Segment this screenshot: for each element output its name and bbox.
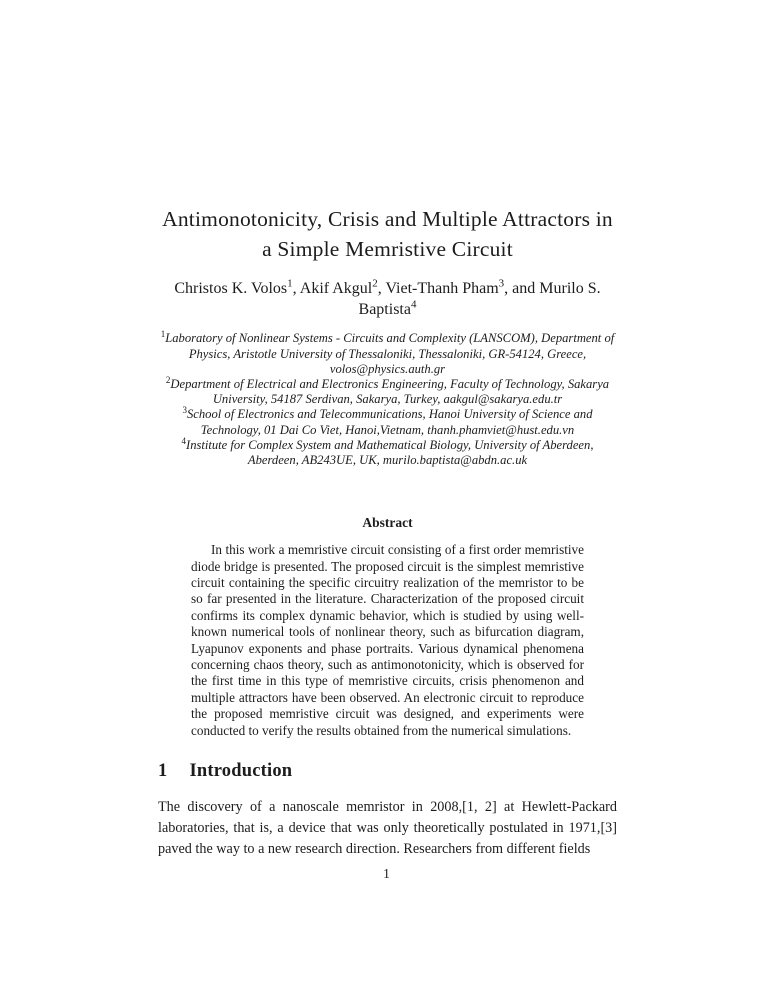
- author-superscript: 1: [287, 278, 293, 291]
- affiliation-superscript: 3: [182, 405, 187, 416]
- paper-title: [158, 204, 617, 264]
- paper-title-line2: a Simple Memristive Circuit: [262, 237, 513, 261]
- author-separator: ,: [377, 280, 386, 298]
- author-separator: ,: [292, 280, 300, 298]
- author-name: Akif Akgul: [299, 280, 373, 298]
- author-superscript: 3: [498, 278, 505, 291]
- author-separator: , and: [504, 280, 540, 298]
- authors-line: [158, 278, 617, 320]
- affiliations-block: [158, 331, 617, 468]
- abstract-section: [158, 515, 617, 739]
- author-name: Christos K. Volos: [174, 280, 288, 298]
- author-superscript: 2: [372, 278, 378, 291]
- abstract-heading: Abstract: [362, 515, 413, 531]
- page-number: 1: [383, 866, 390, 881]
- paper-content: [0, 204, 773, 859]
- affiliation-text: School of Electronics and Telecommunications, Hanoi University of Science and Technology, 01 Dai Co Viet, Hanoi,Vietnam, thanh.phamviet@hust.edu.vn: [187, 407, 593, 437]
- author-name: Viet-Thanh Pham: [385, 280, 499, 298]
- affiliation-superscript: 2: [165, 374, 171, 385]
- affiliation-text: Laboratory of Nonlinear Systems - Circuits and Complexity (LANSCOM), Department of Physics, Aristotle University of Thessaloniki, Thessaloniki, GR-54124, Greece, volos@physics.auth.gr: [165, 331, 615, 376]
- author-superscript: 4: [410, 299, 417, 312]
- affiliation-superscript: 4: [181, 435, 186, 446]
- abstract-text: In this work a memristive circuit consisting of a first order memristive diode bridge is presented. The proposed circuit is the simplest memristive circuit containing the specific circuitry realization of the memristor to be so far presented in the literature. Characterization of the proposed circuit confirms its complex dynamic behavior, which is studied by using well-known numerical tools of nonlinear theory, such as bifurcation diagram, Lyapunov exponents and phase portraits. Various dynamical phenomena concerning chaos theory, such as antimonotonicity, which is observed for the first time in this type of memristive circuits, crisis phenomenon and multiple attractors have been observed. An electronic circuit to reproduce the proposed memristive circuit was designed, and experiments were conducted to verify the results obtained from the numerical simulations.: [191, 542, 584, 738]
- section-number: 1: [158, 761, 168, 782]
- affiliation-item: [158, 407, 617, 437]
- affiliation-text: Department of Electrical and Electronics Engineering, Faculty of Technology, Sakarya University, 54187 Serdivan, Sakarya, Turkey, aakgul@sakarya.edu.tr: [170, 377, 610, 407]
- affiliation-item: [158, 374, 617, 407]
- section-title: Introduction: [189, 761, 293, 782]
- affiliation-item: [158, 331, 617, 377]
- affiliation-superscript: 1: [160, 329, 166, 340]
- author-name: Murilo S. Baptista: [358, 280, 601, 319]
- affiliation-text: Institute for Complex System and Mathematical Biology, University of Aberdeen, Aberdeen, AB243UE, UK, murilo.baptista@abdn.ac.uk: [186, 437, 594, 468]
- section-heading-introduction: [158, 761, 617, 782]
- paper-title-line1: Antimonotonicity, Crisis and Multiple Attractors in: [162, 207, 613, 231]
- affiliation-item: [158, 435, 617, 468]
- introduction-paragraph: The discovery of a nanoscale memristor in 2008,[1, 2] at Hewlett-Packard laboratories, that is, a device that was only theoretically postulated in 1971,[3] paved the way to a new research direction. Researchers from different fields: [158, 799, 617, 857]
